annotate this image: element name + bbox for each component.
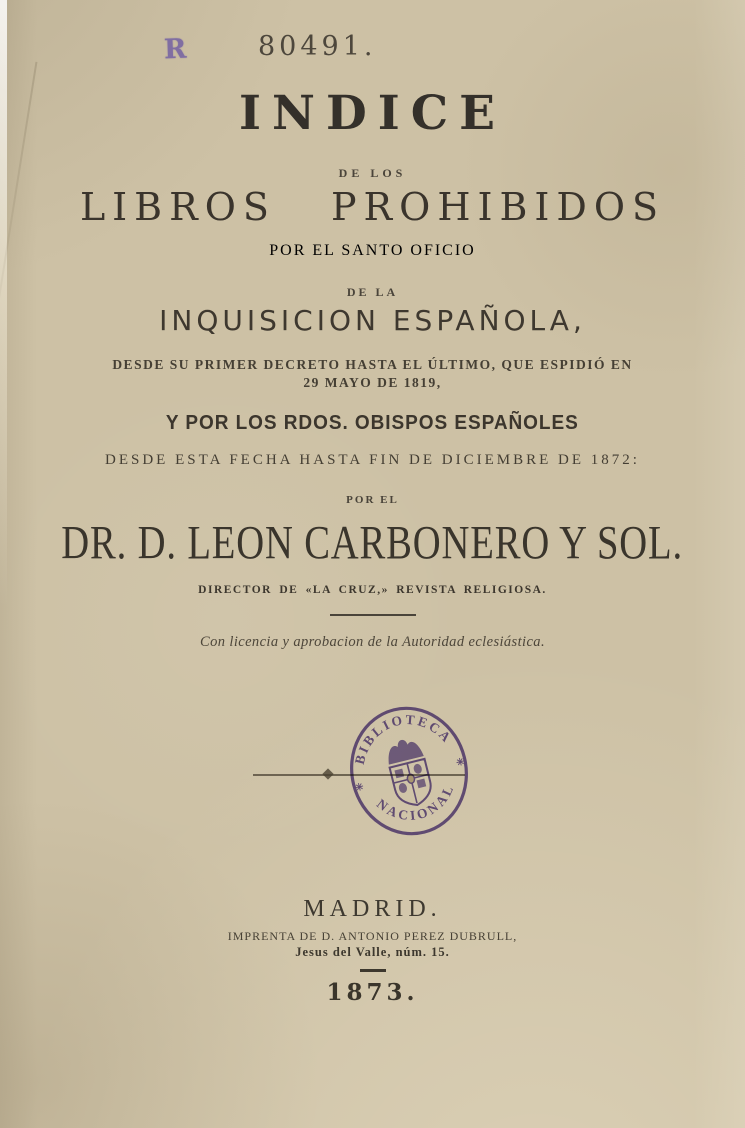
accession-number: 80491. [258,31,377,62]
subject-title: LIBROS PROHIBIDOS [79,185,666,229]
imprint-city: MADRID. [303,896,442,922]
ornament-diamond-icon [322,768,333,779]
stamp-coat-of-arms-icon [384,736,435,810]
license-line: Con licencia y aprobacion de la Autoridad eclesiástica. [200,634,545,650]
decree-line-2: 29 MAYO DE 1819, [303,375,442,390]
line-por-el-santo-oficio: POR EL SANTO OFICIO [269,242,476,259]
author-name-text: DR. D. LEON CARBONERO Y SOL. [61,515,684,570]
author-role: DIRECTOR DE «LA CRUZ,» REVISTA RELIGIOSA. [198,584,547,596]
bishops-line [0,412,745,435]
byline-por-el: POR EL [346,494,399,506]
imprint-rule [360,969,386,972]
biblioteca-nacional-stamp-icon [332,691,487,852]
date-range-line: DESDE ESTA FECHA HASTA FIN DE DICIEMBRE DE 1872: [105,452,640,468]
separator-rule [330,614,416,616]
imprint-address: Jesus del Valle, núm. 15. [295,945,450,959]
stamp-text-bottom: NACIONAL [373,781,458,824]
decree-line-1: DESDE SU PRIMER DECRETO HASTA EL ÚLTIMO, QUE ESPIDIÓ EN [112,357,633,372]
subtitle-de-los: DE LOS [338,166,407,180]
institution-title: INQUISICION ESPAÑOLA, [159,304,586,337]
owner-r-stamp-icon: R [163,33,187,66]
decree-range-text [0,356,745,392]
stamp-separator-left: ✳ [354,781,366,795]
stamp-text-top: BIBLIOTECA [351,711,456,766]
bishops-line-text: Y POR LOS RDOS. OBISPOS ESPAÑOLES [166,412,579,434]
subtitle-de-la: DE LA [346,285,399,299]
author-name [0,516,745,569]
imprint-year: 1873. [326,979,419,1006]
imprint-printer: IMPRENTA DE D. ANTONIO PEREZ DUBRULL, [227,929,518,943]
main-title: INDICE [239,86,506,141]
stamp-separator-right: ✳ [455,756,466,770]
